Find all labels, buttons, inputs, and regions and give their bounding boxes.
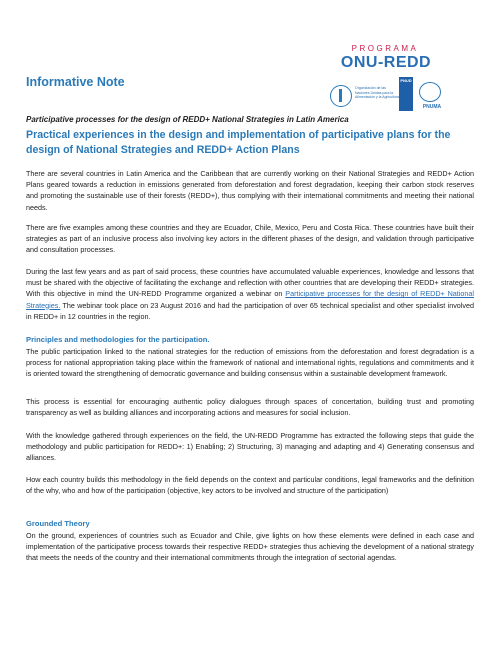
document-subtitle: Participative processes for the design of REDD+ National Strategies in Latin America [26,115,349,124]
section-heading-principles: Principles and methodologies for the participation. [26,335,210,344]
section-heading-grounded-theory: Grounded Theory [26,519,90,528]
document-headline: Practical experiences in the design and implementation of participative plans for the design of National Strategies and REDD+ Action Plans [26,129,451,156]
paragraph-country-context: How each country builds this methodology in the field depends on the context and particular conditions, legal frameworks and the definition of the why, who and how of the participation (objective, key actors to be involved and structure of the participation) [26,475,474,496]
fao-text: Organización de las Naciones Unidas para la Alimentación y la Agricultura [355,86,399,99]
unep-emblem-icon [419,82,441,102]
paragraph-webinar [26,266,474,322]
paragraph-grounded-theory: On the ground, experiences of countries such as Ecuador and Chile, give lights on how these elements were defined in each case and implementation of the participative process towards their respective REDD+ strategies thus achieving the development of a national strategy that meets the needs of the country and their international commitments through the integration of sectorial agendas. [26,531,474,563]
note-title: Informative Note [26,75,125,89]
paragraph-webinar-text-end: The webinar took place on 23 August 2016 and had the participation of over 65 technical specialist and other specialist involved in REDD+ in 12 countries in the region. [26,300,474,321]
unep-text: PNUMA [422,104,442,110]
logo-name-text: ONU-REDD [340,54,432,71]
webinar-link[interactable]: Participative processes for the design of REDD+ National Strategies. [26,289,474,310]
paragraph-methodology: With the knowledge gathered through experiences on the field, the UN-REDD Programme has extracted the following steps that guide the methodology and public participation for REDD+: 1) Enabling; 2) Structuring, 3) managing and adapting and 4) Generating consensus and alliances. [26,431,474,463]
paragraph-intro: There are several countries in Latin America and the Caribbean that are currently working on their National Strategies and REDD+ Action Plans geared towards a reduction in emissions generated from deforestation and forest degradation, keeping their carbon stock reserves and promoting the sustainable use of their forests (REDD+), thus complying with their international commitments and meeting their national needs. [26,169,474,212]
fao-emblem-icon [330,85,352,107]
paragraph-public-participation: The public participation linked to the national strategies for the reduction of emissions from the deforestation and forest degradation is a process for national appropriation taking place within the framework of national and international rights, regulations and commitments and it is oriented toward the strengthening of democratic governance and building consensus within a sustainable development framework. [26,347,474,379]
paragraph-process: This process is essential for encouraging authentic policy dialogues through spaces of concertation, building trust and promoting transparency as well as building alliances and incorporating actions and measures for social inclusion. [26,397,474,418]
undp-text: PNUD [400,78,412,83]
logo-programa-text: PROGRAMA [351,44,419,53]
paragraph-examples: There are five examples among these countries and they are Ecuador, Chile, Mexico, Peru and Costa Rica. These countries have built their strategies as part of an inclusive process also involving key actors in the different phases of the design, and validation through participative and consultation processes. [26,223,474,255]
paragraph-webinar-text: During the last few years and as part of said process, these countries have accumulated valuable experiences, knowledge and lessons that must be shared with the objective of facilitating the exchange and reflection with other countries that are developing their REDD+ strategies. With this objective in mind the UN-REDD Programme organized a webinar on [26,267,474,299]
undp-emblem-icon [399,77,413,111]
un-redd-logo [300,40,480,118]
